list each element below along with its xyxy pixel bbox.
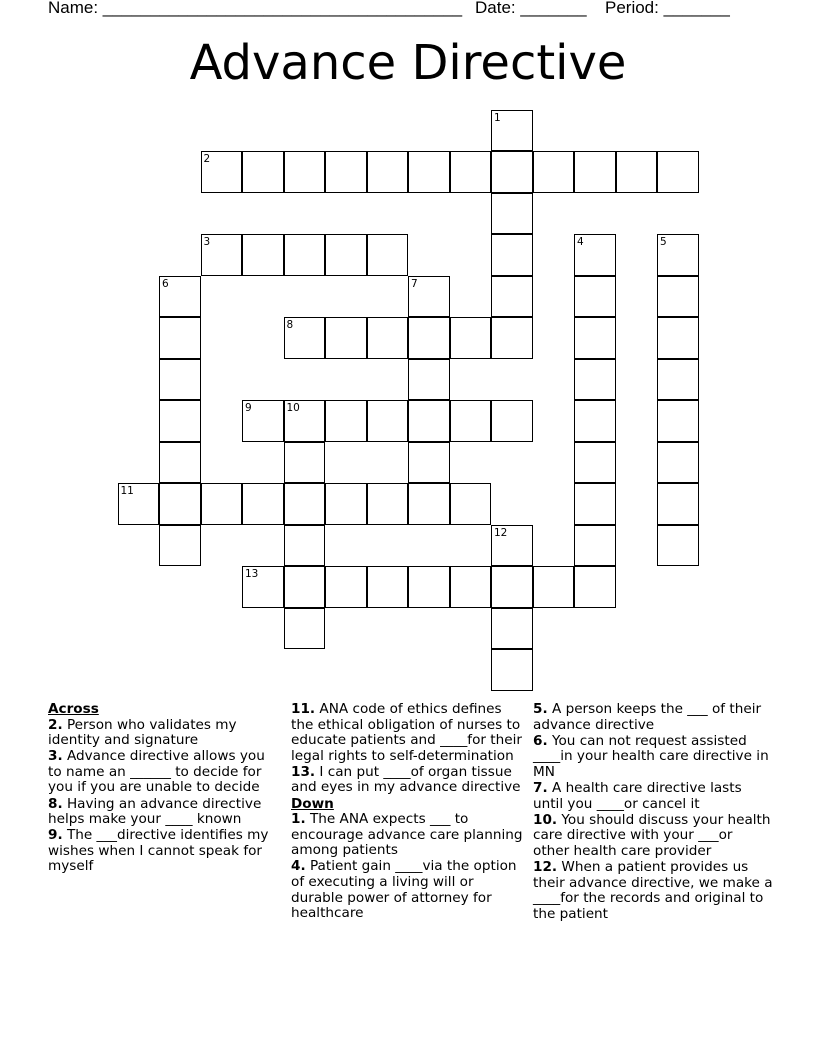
period-field[interactable]: Period: _______ [605,0,730,17]
crossword-cell[interactable] [408,400,450,442]
crossword-cell[interactable] [367,400,409,442]
clue-item [533,860,773,922]
across-clue-list-continued [291,702,525,796]
clues-column-1 [48,702,280,876]
down-clue-list-continued [533,702,773,922]
crossword-cell[interactable] [284,608,326,650]
crossword-cell[interactable] [657,276,699,318]
crossword-cell[interactable] [408,317,450,359]
clue-item [291,812,525,859]
crossword-cell[interactable] [367,151,409,193]
clue-text: A health care directive lasts until you ____or cancel it [533,779,742,812]
clue-number: 12. [533,858,558,875]
clue-item [533,813,773,860]
crossword-cell[interactable] [159,442,201,484]
clue-text: The ___directive identifies my wishes when I cannot speak for myself [48,827,269,875]
clue-text: Patient gain ____via the option of executing a living will or durable power of attorney for healthcare [291,858,517,922]
cell-number: 10 [286,402,300,414]
crossword-cell[interactable] [491,400,533,442]
crossword-cell[interactable] [657,359,699,401]
crossword-cell[interactable] [574,151,616,193]
crossword-cell[interactable] [657,400,699,442]
crossword-cell[interactable] [574,525,616,567]
clue-item [291,702,525,764]
cell-number: 7 [411,277,418,290]
crossword-cell[interactable] [367,317,409,359]
clue-item [48,797,280,828]
crossword-cell[interactable] [491,608,533,650]
crossword-cell[interactable] [450,400,492,442]
down-heading: Down [291,795,334,812]
crossword-cell[interactable] [159,317,201,359]
crossword-cell[interactable] [367,566,409,608]
crossword-cell[interactable] [574,566,616,608]
clue-item [533,702,773,733]
clues-column-2 [291,702,525,922]
crossword-cell[interactable] [450,317,492,359]
crossword-cell[interactable] [450,566,492,608]
page-title: Advance Directive [189,35,627,91]
cell-number: 6 [162,277,169,290]
crossword-cell[interactable] [574,400,616,442]
clue-item [291,859,525,921]
crossword-cell[interactable] [450,151,492,193]
crossword-cell[interactable] [491,276,533,318]
crossword-cell[interactable] [367,483,409,525]
crossword-cell[interactable] [574,276,616,318]
crossword-cell[interactable] [325,151,367,193]
crossword-cell[interactable] [616,151,658,193]
crossword-cell[interactable] [408,442,450,484]
crossword-cell[interactable] [284,483,326,525]
clue-text: Person who validates my identity and signature [48,716,237,749]
clue-number: 5. [533,701,548,717]
clue-item [48,828,280,875]
clue-number: 8. [48,795,63,812]
crossword-cell[interactable] [367,234,409,276]
crossword-cell[interactable] [657,483,699,525]
crossword-cell[interactable] [491,649,533,691]
crossword-cell[interactable] [574,317,616,359]
crossword-cell[interactable] [408,151,450,193]
cell-number: 8 [286,319,294,331]
clue-number: 6. [533,732,548,749]
crossword-cell[interactable] [159,359,201,401]
clue-text: A person keeps the ___ of their advance directive [533,701,762,733]
cell-number: 4 [577,236,584,248]
crossword-cell[interactable] [408,483,450,525]
crossword-cell[interactable] [325,234,367,276]
crossword-cell[interactable] [491,151,533,193]
crossword-cell[interactable] [242,483,284,525]
crossword-cell[interactable] [284,234,326,276]
date-field[interactable]: Date: _______ [475,0,587,17]
crossword-cell[interactable] [159,525,201,567]
clue-item [533,781,773,812]
clue-text: You can not request assisted ____in your health care directive in MN [533,732,769,780]
clue-number: 7. [533,779,548,796]
crossword-cell[interactable] [201,483,243,525]
clue-text: When a patient provides us their advance directive, we make a ____for the records and original to the patient [533,858,773,922]
across-clue-list [48,718,280,875]
clue-number: 2. [48,716,63,733]
crossword-cell[interactable] [284,566,326,608]
clue-text: Advance directive allows you to name an ______ to decide for you if you are unable to decide [48,748,265,796]
crossword-cell[interactable] [574,359,616,401]
crossword-cell[interactable] [284,525,326,567]
clue-text: I can put ____of organ tissue and eyes in my advance directive [291,763,521,796]
clue-number: 1. [291,811,306,828]
crossword-cell[interactable] [533,151,575,193]
clue-number: 3. [48,748,63,765]
crossword-cell[interactable] [657,525,699,567]
crossword-cell[interactable] [325,566,367,608]
crossword-cell[interactable] [657,151,699,193]
clues-column-3 [533,702,773,923]
cell-number: 9 [245,402,252,414]
name-field[interactable]: Name: ______________________________________ [48,0,463,17]
crossword-cell[interactable] [657,442,699,484]
clue-item [48,749,280,796]
crossword-cell[interactable] [450,483,492,525]
crossword-cell[interactable] [159,400,201,442]
clue-number: 11. [291,701,316,717]
crossword-cell[interactable] [533,566,575,608]
crossword-cell[interactable] [325,400,367,442]
crossword-cell[interactable] [284,151,326,193]
clue-text: Having an advance directive helps make your ____ known [48,795,262,828]
cell-number: 1 [494,111,501,124]
cell-number: 5 [660,236,667,248]
crossword-cell[interactable] [491,566,533,608]
clue-text: ANA code of ethics defines the ethical obligation of nurses to educate patients and ____for their legal rights to self-determination [291,701,522,764]
clue-item [291,765,525,796]
crossword-cell[interactable] [574,483,616,525]
crossword-cell[interactable] [325,317,367,359]
crossword-cell[interactable] [491,317,533,359]
clue-number: 13. [291,763,316,780]
clue-item [533,734,773,781]
crossword-cell[interactable] [491,234,533,276]
cell-number: 11 [120,485,134,497]
crossword-cell[interactable] [491,193,533,235]
crossword-cell[interactable] [408,359,450,401]
clue-number: 9. [48,827,63,844]
clue-number: 10. [533,811,558,828]
crossword-cell[interactable] [242,234,284,276]
crossword-cell[interactable] [325,483,367,525]
crossword-cell[interactable] [574,442,616,484]
cell-number: 13 [245,568,259,580]
crossword-cell[interactable] [657,317,699,359]
clue-text: The ANA expects ___ to encourage advance care planning among patients [291,811,523,859]
clue-text: You should discuss your health care directive with your ___or other health care provider [533,811,771,859]
crossword-cell[interactable] [242,151,284,193]
crossword-cell[interactable] [408,566,450,608]
cell-number: 2 [203,153,211,165]
cell-number: 12 [494,526,508,539]
down-clue-list [291,812,525,922]
crossword-cell[interactable] [284,442,326,484]
cell-number: 3 [203,236,211,248]
crossword-cell[interactable] [159,483,201,525]
across-heading: Across [48,701,99,717]
clue-number: 4. [291,858,306,875]
clue-item [48,718,280,749]
